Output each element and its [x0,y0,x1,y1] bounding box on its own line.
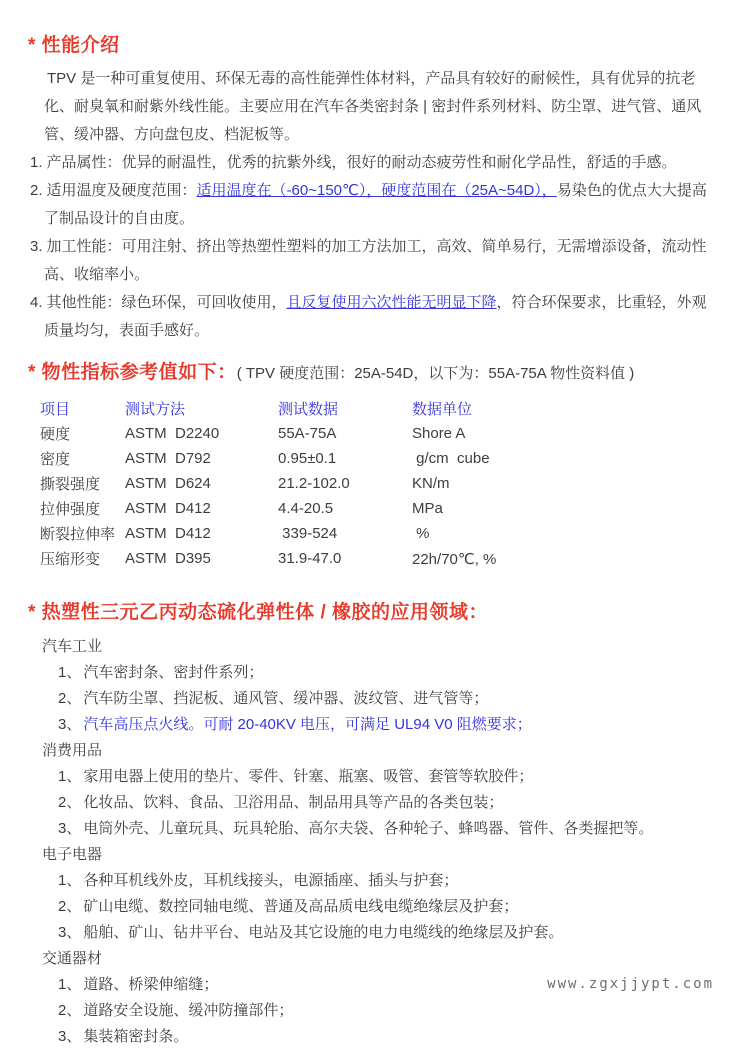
list-item-text: ，符合环保要求，比重轻，外观质量均匀，表面手感好。 [44,294,707,339]
table-row [40,446,632,471]
app-list-item [58,894,712,920]
cell-unit: MPa [412,500,443,517]
cell-value: 31.9-47.0 [278,550,342,567]
list-item-number: 3、 [58,820,82,837]
cell-unit: KN/m [412,475,450,492]
list-item-number: 2、 [58,794,82,811]
app-list-item [58,764,712,790]
cell-method: ASTM D2240 [125,425,220,442]
app-list-item [58,998,712,1024]
cell-item: 撕裂强度 [40,476,101,493]
list-item-text: 适用温度及硬度范围： [46,182,197,199]
section-title-applications: * 热塑性三元乙丙动态硫化弹性体 / 橡胶的应用领域： [28,602,489,623]
app-list-item [58,1024,712,1050]
list-item-highlight: 且反复使用六次性能无明显下降 [286,294,497,311]
section-title-properties-row [30,357,712,384]
cell-item: 断裂拉伸率 [40,526,116,543]
cell-value: 4.4-20.5 [278,500,334,517]
section-title-performance: * 性能介绍 [28,35,120,56]
list-item-text: 汽车防尘罩、挡泥板、通风管、缓冲器、波纹管、进气管等； [83,690,489,707]
table-row [40,471,632,496]
cell-value: 339-524 [278,525,338,542]
app-list-item [58,660,712,686]
list-item-number: 4. [30,294,43,311]
app-list-item [58,868,712,894]
performance-feature-list [30,149,712,345]
list-item-number: 1、 [58,768,82,785]
app-list-item [58,686,712,712]
list-item-text: 电筒外壳、儿童玩具、玩具轮胎、高尔夫袋、各种轮子、蜂鸣器、管件、各类握把等。 [83,820,654,837]
app-list-item [58,920,712,946]
table-row [40,421,632,446]
app-group-name: 汽车工业 [42,638,103,655]
list-item-text: 船舶、矿山、钻井平台、电站及其它设施的电力电缆线的绝缘层及护套。 [83,924,564,941]
column-header: 数据单位 [412,401,473,418]
list-item-number: 2. [30,182,43,199]
app-group-name: 交通器材 [42,950,103,967]
app-group-name: 电子电器 [42,846,103,863]
list-item [30,289,712,345]
section-title-properties: * 物性指标参考值如下： [28,362,237,383]
table-row [40,496,632,521]
list-item-text: 各种耳机线外皮，耳机线接头，电源插座、插头与护套； [83,872,459,889]
list-item-text: 矿山电缆、数控同轴电缆、普通及高品质电线电缆绝缘层及护套； [83,898,519,915]
column-header: 测试方法 [125,401,186,418]
table-header-row [40,396,632,421]
list-item [30,233,712,289]
list-item-number: 3、 [58,924,82,941]
cell-method: ASTM D412 [125,500,211,517]
properties-note: ( TPV 硬度范围：25A-54D，以下为：55A-75A 物性资料值 ) [236,365,635,382]
cell-method: ASTM D792 [125,450,211,467]
list-item-highlight: 汽车高压点火线。可耐 20-40KV 电压，可满足 UL94 V0 阻燃要求； [83,716,532,733]
cell-item: 拉伸强度 [40,501,101,518]
list-item-text: 家用电器上使用的垫片、零件、针塞、瓶塞、吸管、套管等软胶件； [83,768,534,785]
list-item-number: 2、 [58,898,82,915]
column-header: 测试数据 [278,401,339,418]
list-item-number: 1、 [58,872,82,889]
cell-unit: % [412,525,430,542]
list-item-text: 其他性能：绿色环保，可回收使用， [46,294,287,311]
properties-table [40,396,632,571]
list-item [30,177,712,233]
app-list-item [58,790,712,816]
column-header: 项目 [40,401,71,418]
cell-unit: 22h/70℃, % [412,550,497,568]
list-item-number: 2、 [58,1002,82,1019]
cell-unit: g/cm cube [412,450,490,467]
cell-method: ASTM D624 [125,475,211,492]
list-item-number: 3、 [58,716,82,733]
list-item-number: 2、 [58,690,82,707]
list-item-number: 1、 [58,664,82,681]
list-item-text: 易染色的优点大大提高了制品设计的自由度。 [44,182,707,227]
list-item-highlight: 适用温度在（-60~150℃），硬度范围在（25A~54D）， [196,182,557,199]
list-item-text: 汽车密封条、密封件系列； [83,664,264,681]
list-item-number: 3、 [58,1028,82,1045]
list-item-number: 3. [30,238,43,255]
cell-value: 21.2-102.0 [278,475,350,492]
cell-item: 硬度 [40,426,71,443]
list-item-text: 道路安全设施、缓冲防撞部件； [83,1002,294,1019]
cell-unit: Shore A [412,425,466,442]
site-watermark-url: www.zgxjjypt.com [547,976,714,992]
list-item-text: 道路、桥梁伸缩缝； [83,976,219,993]
list-item-text: 产品属性：优异的耐温性，优秀的抗紫外线，很好的耐动态疲劳性和耐化学品性，舒适的手感。 [46,154,677,171]
cell-method: ASTM D412 [125,525,211,542]
list-item-text: 加工性能：可用注射、挤出等热塑性塑料的加工方法加工，高效、简单易行，无需增添设备，流动性高、收缩率小。 [44,238,707,283]
list-item-text: 集装箱密封条。 [83,1028,189,1045]
cell-method: ASTM D395 [125,550,211,567]
cell-item: 压缩形变 [40,551,101,568]
app-group-name: 消费用品 [42,742,103,759]
table-row [40,546,632,571]
app-list-item [58,712,712,738]
cell-value: 0.95±0.1 [278,450,337,467]
list-item-number: 1、 [58,976,82,993]
list-item-number: 1. [30,154,43,171]
app-list-item [58,816,712,842]
list-item [30,149,712,177]
cell-item: 密度 [40,451,71,468]
table-row [40,521,632,546]
performance-intro-paragraph: TPV 是一种可重复使用、环保无毒的高性能弹性体材料，产品具有较好的耐候性，具有优异的抗老化、耐臭氧和耐紫外线性能。主要应用在汽车各类密封条 | 密封件系列材料、防尘罩、进气管、通风管、缓冲器、方向盘包皮、档泥板等。 [44,70,702,143]
cell-value: 55A-75A [278,425,337,442]
list-item-text: 化妆品、饮料、食品、卫浴用品、制品用具等产品的各类包装； [83,794,504,811]
